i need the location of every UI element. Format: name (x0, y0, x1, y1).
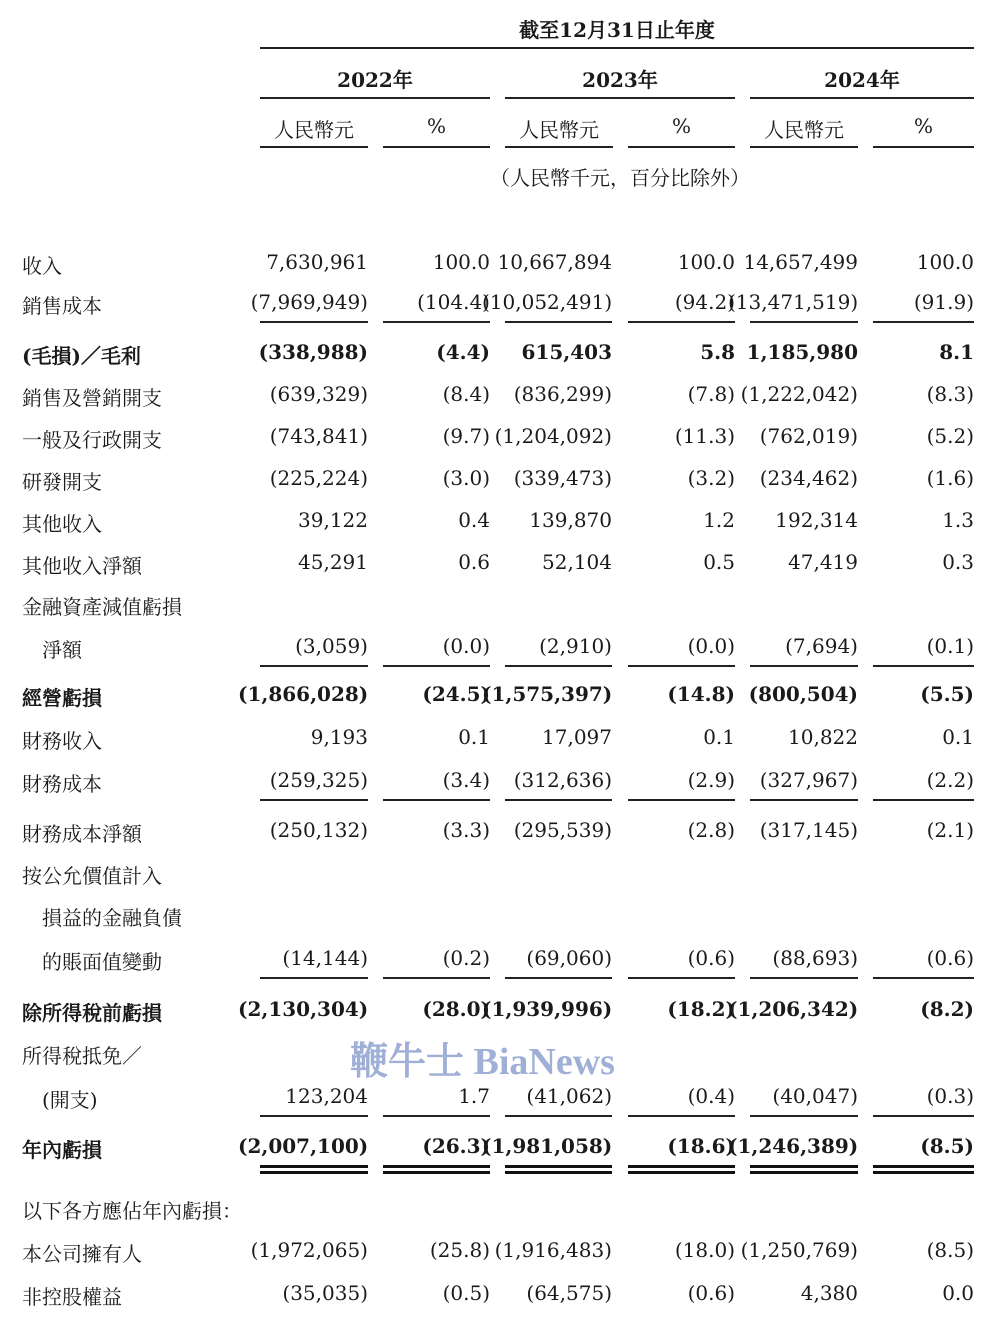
subtotal-rule (750, 977, 858, 979)
table-row (0, 591, 1000, 621)
row-value: 100.0 (677, 250, 735, 274)
col-rmb-2023: 人民幣元 (519, 118, 599, 142)
subtotal-rule (873, 977, 974, 979)
row-label: 銷售成本 (22, 294, 102, 318)
row-value: (312,636) (513, 768, 612, 792)
row-label: 財務收入 (22, 729, 102, 753)
row-value: 0.1 (458, 725, 490, 749)
total-double-rule (628, 1165, 735, 1168)
year-rule-2024 (750, 97, 974, 99)
subtotal-rule (260, 977, 368, 979)
subtotal-rule (505, 1115, 612, 1117)
row-value: (0.3) (926, 1084, 974, 1108)
row-value: (225,224) (269, 466, 368, 490)
table-row (0, 818, 1000, 848)
row-value: (35,035) (282, 1281, 368, 1305)
total-double-rule (260, 1171, 368, 1174)
row-value: (234,462) (759, 466, 858, 490)
col-rule-pct-2023 (628, 146, 735, 148)
col-rule-pct-2022 (383, 146, 490, 148)
row-value: 14,657,499 (743, 250, 858, 274)
row-value: (10,052,491) (482, 290, 613, 314)
row-value: 123,204 (285, 1084, 368, 1108)
row-value: (0.0) (442, 634, 490, 658)
row-value: 47,419 (788, 550, 858, 574)
row-value: (1,916,483) (494, 1238, 612, 1262)
row-label: 以下各方應佔年內虧損： (22, 1199, 242, 1223)
row-value: (3.4) (442, 768, 490, 792)
subtotal-rule (260, 1115, 368, 1117)
row-value: (800,504) (748, 682, 858, 706)
subtotal-rule (383, 321, 490, 323)
row-value: 192,314 (775, 508, 858, 532)
row-value: (18.0) (674, 1238, 735, 1262)
row-value: (317,145) (759, 818, 858, 842)
row-value: (14,144) (282, 946, 368, 970)
subtotal-rule (750, 665, 858, 667)
table-row (0, 290, 1000, 320)
row-value: 7,630,961 (266, 250, 368, 274)
row-value: (91.9) (913, 290, 974, 314)
row-value: 1.7 (458, 1084, 490, 1108)
total-double-rule (383, 1165, 490, 1168)
col-rule-pct-2024 (873, 146, 974, 148)
total-double-rule (750, 1165, 858, 1168)
row-value: (8.3) (926, 382, 974, 406)
row-label: 非控股權益 (22, 1285, 122, 1309)
row-label: 所得稅抵免／ (22, 1044, 142, 1068)
total-double-rule (505, 1171, 612, 1174)
row-value: (8.5) (926, 1238, 974, 1262)
row-value: (9.7) (442, 424, 490, 448)
row-label: 財務成本 (22, 772, 102, 796)
row-label: 財務成本淨額 (22, 822, 142, 846)
row-value: (0.2) (442, 946, 490, 970)
row-value: (0.1) (926, 634, 974, 658)
table-row (0, 946, 1000, 976)
row-value: (7,694) (785, 634, 858, 658)
row-value: (26.3) (422, 1134, 490, 1158)
row-value: (18.6) (667, 1134, 735, 1158)
row-value: (1,575,397) (482, 682, 613, 706)
table-row (0, 768, 1000, 798)
year-2022-header: 2022年 (337, 68, 413, 92)
row-value: 10,667,894 (497, 250, 612, 274)
row-value: (88,693) (772, 946, 858, 970)
row-value: (5.2) (926, 424, 974, 448)
subtotal-rule (260, 799, 368, 801)
row-value: (24.5) (422, 682, 490, 706)
table-row (0, 466, 1000, 496)
row-value: 615,403 (521, 340, 612, 364)
total-double-rule (628, 1171, 735, 1174)
table-row (0, 1238, 1000, 1268)
subtotal-rule (873, 799, 974, 801)
total-double-rule (505, 1165, 612, 1168)
total-double-rule (383, 1171, 490, 1174)
subtotal-rule (628, 321, 735, 323)
row-value: (2,007,100) (238, 1134, 369, 1158)
row-value: 5.8 (700, 340, 735, 364)
total-double-rule (873, 1171, 974, 1174)
table-row (0, 550, 1000, 580)
row-label: 其他收入 (22, 512, 102, 536)
row-value: (41,062) (526, 1084, 612, 1108)
subtotal-rule (628, 1115, 735, 1117)
year-rule-2022 (260, 97, 490, 99)
row-value: (40,047) (772, 1084, 858, 1108)
row-value: (5.5) (920, 682, 974, 706)
row-value: (0.6) (687, 1281, 735, 1305)
row-value: (69,060) (526, 946, 612, 970)
row-value: (8.4) (442, 382, 490, 406)
row-value: (7.8) (687, 382, 735, 406)
table-row (0, 997, 1000, 1027)
row-value: (339,473) (513, 466, 612, 490)
total-double-rule (260, 1165, 368, 1168)
table-row (0, 682, 1000, 712)
table-row (0, 508, 1000, 538)
row-label: 金融資產減值虧損 (22, 595, 182, 619)
table-row (0, 1195, 1000, 1225)
row-label: 淨額 (42, 638, 82, 662)
row-value: (11.3) (674, 424, 735, 448)
row-value: 45,291 (298, 550, 368, 574)
col-pct-2022: % (426, 114, 446, 138)
row-value: (8.5) (920, 1134, 974, 1158)
row-value: (2.8) (687, 818, 735, 842)
row-value: 8.1 (939, 340, 974, 364)
row-value: (259,325) (269, 768, 368, 792)
row-value: (1,866,028) (238, 682, 369, 706)
row-label: 年內虧損 (22, 1138, 102, 1162)
row-value: (1.6) (926, 466, 974, 490)
row-value: (0.5) (442, 1281, 490, 1305)
row-value: (1,972,065) (250, 1238, 368, 1262)
row-label: 本公司擁有人 (22, 1242, 142, 1266)
row-value: (743,841) (269, 424, 368, 448)
table-row (0, 1084, 1000, 1114)
subtotal-rule (873, 665, 974, 667)
row-value: 139,870 (529, 508, 612, 532)
row-label: 按公允價值計入 (22, 864, 162, 888)
row-value: 0.0 (942, 1281, 974, 1305)
row-label: 銷售及營銷開支 (22, 386, 162, 410)
year-rule-2023 (505, 97, 735, 99)
row-value: 1.2 (703, 508, 735, 532)
row-value: (3.3) (442, 818, 490, 842)
row-value: (2,130,304) (238, 997, 369, 1021)
row-value: (4.4) (436, 340, 490, 364)
row-label: 研發開支 (22, 470, 102, 494)
table-row (0, 860, 1000, 890)
row-value: (28.0) (422, 997, 490, 1021)
row-value: 0.1 (703, 725, 735, 749)
row-value: (1,246,389) (728, 1134, 859, 1158)
row-value: (327,967) (759, 768, 858, 792)
row-value: 0.4 (458, 508, 490, 532)
table-row (0, 902, 1000, 932)
row-value: (1,222,042) (740, 382, 858, 406)
table-row (0, 424, 1000, 454)
row-value: 0.3 (942, 550, 974, 574)
row-value: (1,939,996) (482, 997, 613, 1021)
row-value: 9,193 (310, 725, 368, 749)
col-rmb-2024: 人民幣元 (764, 118, 844, 142)
period-header: 截至12月31日止年度 (519, 18, 715, 42)
subtotal-rule (505, 321, 612, 323)
row-label: (開支) (42, 1088, 98, 1112)
row-value: 0.1 (942, 725, 974, 749)
subtotal-rule (383, 799, 490, 801)
row-value: (639,329) (269, 382, 368, 406)
watermark-logo: 鞭牛士 BiaNews (350, 1041, 615, 1083)
col-rule-rmb-2024 (750, 146, 858, 148)
row-value: (0.0) (687, 634, 735, 658)
subtotal-rule (628, 799, 735, 801)
row-value: (94.2) (674, 290, 735, 314)
subtotal-rule (505, 665, 612, 667)
row-value: (3.2) (687, 466, 735, 490)
table-row (0, 340, 1000, 370)
row-value: (0.6) (926, 946, 974, 970)
row-label: 經營虧損 (22, 686, 102, 710)
subtotal-rule (750, 321, 858, 323)
row-value: (14.8) (667, 682, 735, 706)
subtotal-rule (505, 977, 612, 979)
row-value: 0.6 (458, 550, 490, 574)
row-value: 10,822 (788, 725, 858, 749)
row-value: (18.2) (667, 997, 735, 1021)
row-value: 4,380 (800, 1281, 858, 1305)
row-value: (1,981,058) (482, 1134, 613, 1158)
row-value: (8.2) (920, 997, 974, 1021)
row-value: (762,019) (759, 424, 858, 448)
row-value: (64,575) (526, 1281, 612, 1305)
subtotal-rule (260, 321, 368, 323)
subtotal-rule (383, 665, 490, 667)
subtotal-rule (628, 665, 735, 667)
row-value: 100.0 (432, 250, 490, 274)
year-2023-header: 2023年 (582, 68, 658, 92)
row-value: 100.0 (916, 250, 974, 274)
col-pct-2023: % (671, 114, 691, 138)
subtotal-rule (873, 1115, 974, 1117)
row-value: (3,059) (295, 634, 368, 658)
row-value: (338,988) (258, 340, 368, 364)
year-2024-header: 2024年 (824, 68, 900, 92)
col-pct-2024: % (913, 114, 933, 138)
row-value: (1,250,769) (740, 1238, 858, 1262)
row-value: (2.9) (687, 768, 735, 792)
row-value: (1,204,092) (494, 424, 612, 448)
row-label: 一般及行政開支 (22, 428, 162, 452)
row-value: 1.3 (942, 508, 974, 532)
row-value: (1,206,342) (728, 997, 859, 1021)
row-value: 1,185,980 (746, 340, 858, 364)
row-value: (2,910) (539, 634, 612, 658)
table-row (0, 1281, 1000, 1311)
row-label: 的賬面值變動 (42, 950, 162, 974)
subtotal-rule (750, 799, 858, 801)
row-value: (13,471,519) (728, 290, 859, 314)
period-rule (260, 47, 974, 49)
table-row (0, 634, 1000, 664)
row-label: 除所得稅前虧損 (22, 1001, 162, 1025)
total-double-rule (873, 1165, 974, 1168)
col-rule-rmb-2022 (260, 146, 368, 148)
unit-note: （人民幣千元，百分比除外） (490, 166, 750, 190)
row-label: 損益的金融負債 (42, 906, 182, 930)
table-row (0, 382, 1000, 412)
row-value: (104.4) (417, 290, 490, 314)
row-label: 其他收入淨額 (22, 554, 142, 578)
row-value: (0.4) (687, 1084, 735, 1108)
subtotal-rule (873, 321, 974, 323)
row-value: (7,969,949) (250, 290, 368, 314)
row-value: (0.6) (687, 946, 735, 970)
subtotal-rule (750, 1115, 858, 1117)
row-value: (2.1) (926, 818, 974, 842)
col-rule-rmb-2023 (505, 146, 613, 148)
table-row (0, 725, 1000, 755)
table-row (0, 1134, 1000, 1164)
row-value: (250,132) (269, 818, 368, 842)
col-rmb-2022: 人民幣元 (274, 118, 354, 142)
total-double-rule (750, 1171, 858, 1174)
row-value: 52,104 (542, 550, 612, 574)
row-value: (2.2) (926, 768, 974, 792)
subtotal-rule (383, 977, 490, 979)
row-value: (836,299) (513, 382, 612, 406)
row-value: (3.0) (442, 466, 490, 490)
row-value: (25.8) (429, 1238, 490, 1262)
subtotal-rule (260, 665, 368, 667)
row-label: 收入 (22, 254, 62, 278)
row-value: 39,122 (298, 508, 368, 532)
subtotal-rule (505, 799, 612, 801)
row-value: (295,539) (513, 818, 612, 842)
table-row (0, 250, 1000, 280)
row-value: 17,097 (542, 725, 612, 749)
subtotal-rule (628, 977, 735, 979)
subtotal-rule (383, 1115, 490, 1117)
row-label: (毛損)／毛利 (22, 344, 141, 368)
row-value: 0.5 (703, 550, 735, 574)
